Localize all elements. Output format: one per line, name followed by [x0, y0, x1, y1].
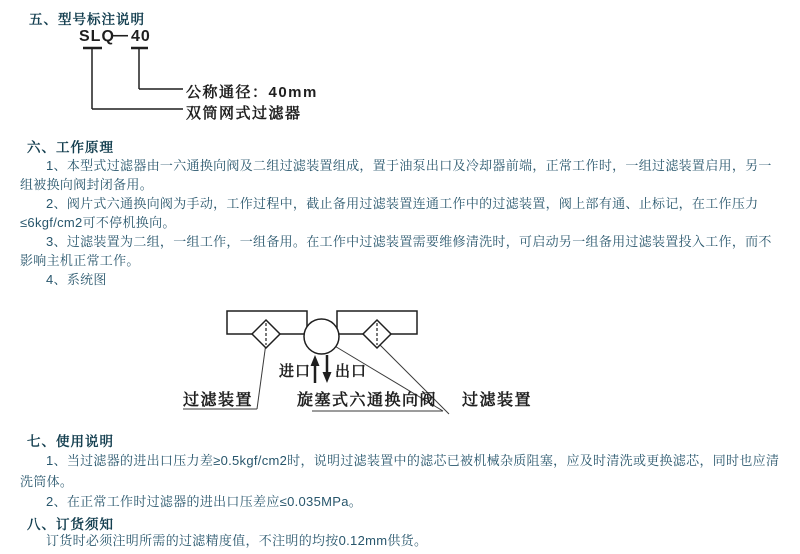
paragraph: 2、在正常工作时过滤器的进出口压差应≤0.035MPa。 — [46, 494, 363, 509]
valve-label: 旋塞式六通换向阀 — [297, 392, 438, 409]
model-size-label: 公称通径：40mm — [186, 84, 318, 101]
outlet-arrow-down-head — [323, 372, 332, 383]
paragraph: 订货时必须注明所需的过滤精度值，不注明的均按0.12mm供货。 — [46, 533, 428, 548]
left-filter-label: 过滤装置 — [183, 392, 254, 409]
section6-body — [20, 156, 784, 289]
six-way-valve-circle — [304, 319, 339, 354]
outlet-label: 出口 — [335, 363, 368, 380]
section5-heading: 五、型号标注说明 — [29, 12, 145, 27]
inlet-label: 进口 — [279, 363, 312, 380]
paragraph: 2、阀片式六通换向阀为手动，工作过程中，截止备用过滤装置连通工作中的过滤装置，阀上部有通、止标记，在工作压力≤6kgf/cm2可不停机换向。 — [20, 196, 759, 230]
leader-left-filter — [257, 343, 266, 409]
paragraph: 1、当过滤器的进出口压力差≥0.5kgf/cm2时，说明过滤装置中的滤芯已被机械杂质阻塞，应及时清洗或更换滤芯，同时也应清洗筒体。 — [20, 453, 780, 489]
section7-body — [20, 451, 784, 513]
section8-heading: 八、订货须知 — [27, 517, 114, 532]
model-code-text: SLQ — [79, 28, 115, 45]
section8-body — [20, 531, 784, 550]
right-filter-label: 过滤装置 — [462, 392, 533, 409]
section7-heading: 七、使用说明 — [27, 434, 114, 449]
inlet-arrow-up-head — [311, 355, 320, 366]
model-dash-text: — — [112, 27, 129, 44]
model-size-text: 40 — [131, 28, 151, 45]
paragraph: 1、本型式过滤器由一六通换向阀及二组过滤装置组成，置于油泵出口及冷却器前端，正常工作时，一组过滤装置启用，另一组被换向阀封闭备用。 — [20, 158, 772, 192]
paragraph: 3、过滤装置为二组，一组工作，一组备用。在工作中过滤装置需要维修清洗时，可启动另一组备用过滤装置投入工作，而不影响主机正常工作。 — [20, 234, 772, 268]
model-type-label: 双筒网式过滤器 — [186, 105, 302, 122]
system-diagram — [180, 295, 545, 423]
paragraph: 4、系统图 — [46, 272, 107, 287]
section6-heading: 六、工作原理 — [27, 140, 114, 155]
